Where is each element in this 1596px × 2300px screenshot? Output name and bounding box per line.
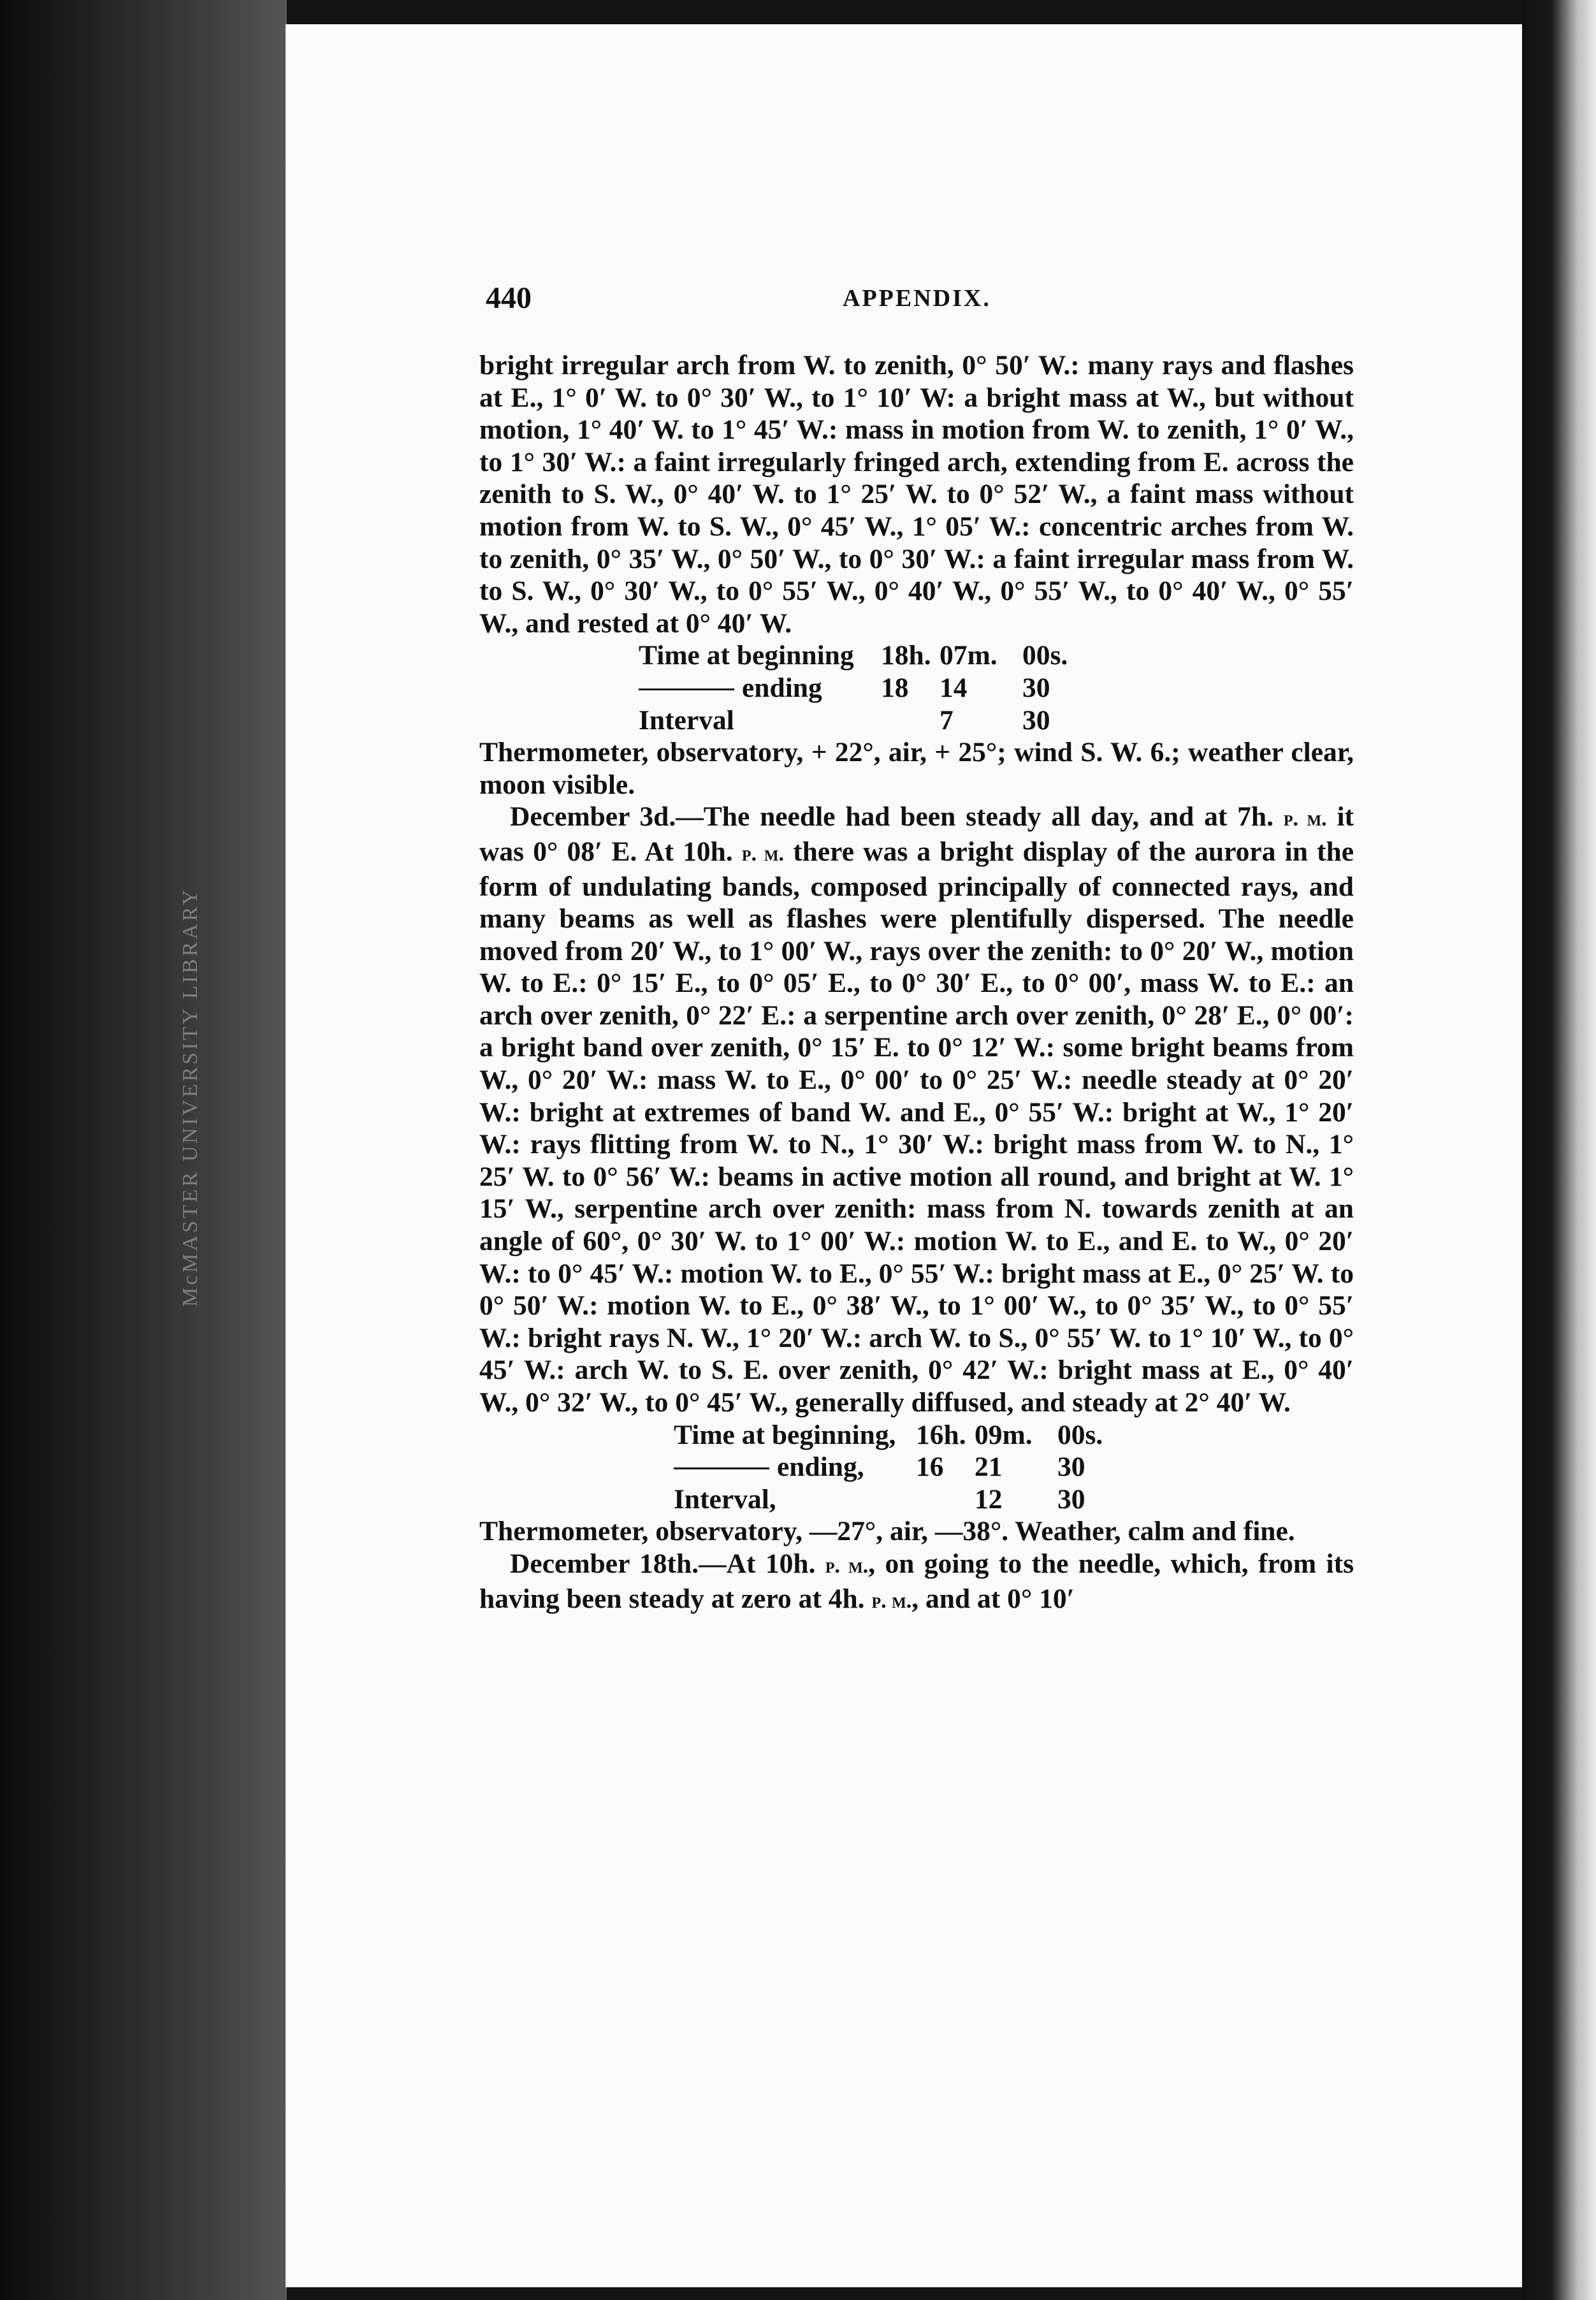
seconds-cell: 30 (1022, 704, 1050, 736)
time-table-2 (479, 1419, 1354, 1516)
row-label: Interval (639, 704, 734, 736)
page-number: 440 (486, 281, 532, 315)
minutes-cell: 21 (975, 1452, 1003, 1483)
seconds-cell: 00s. (1057, 1419, 1103, 1450)
minutes-cell: 14 (939, 672, 968, 703)
running-head: APPENDIX. (843, 285, 991, 312)
ditto-rule (639, 672, 734, 690)
hours-cell: 16h. (916, 1419, 966, 1450)
seconds-cell: 00s. (1022, 640, 1068, 671)
paragraph-aurora-continued: bright irregular arch from W. to zenith, 0° 50′ W.: many rays and flashes at E., 1° 0′ W. to 0° 30′ W., to 1° 10′ W: a bright mass at W., but without motion, 1° 40′ W. to 1° 45′ W.: mass in motion from W. to zenith, 1° 0′ W., to 1° 30′ W.: a faint irregularly fringed arch, extending from E. across the zenith to S. W., 0° 40′ W. to 1° 25′ W. to 0° 52′ W., a faint mass without motion from W. to S. W., 0° 45′ W., 1° 05′ W.: concentric arches from W. to zenith, 0° 35′ W., 0° 50′ W., to 0° 30′ W.: a faint irregular mass from W. to S. W., 0° 30′ W., to 0° 55′ W., 0° 40′ W., 0° 55′ W., to 0° 40′ W., 0° 55′ W., and rested at 0° 40′ W. (479, 350, 1354, 639)
seconds-cell: 30 (1057, 1483, 1085, 1515)
seconds-cell: 30 (1057, 1452, 1085, 1483)
paragraph-december-18th: December 18th.—At 10h. p. m., on going to the needle, which, from its having been steady at zero at 4h. p. m., and at 0° 10′ (479, 1548, 1354, 1614)
row-label: Time at beginning, (674, 1419, 896, 1450)
row-label: ending (742, 672, 822, 703)
minutes-cell: 7 (939, 704, 954, 736)
table-row (674, 1451, 1354, 1483)
minutes-cell: 07m. (939, 640, 998, 671)
paragraph-thermometer-1: Thermometer, observatory, + 22°, air, + 25°; wind S. W. 6.; weather clear, moon visible. (479, 737, 1354, 800)
minutes-cell: 09m. (975, 1419, 1033, 1450)
hours-cell: 16 (916, 1452, 944, 1483)
hours-cell: 18h. (881, 640, 931, 671)
hours-cell (916, 1483, 975, 1516)
table-row (674, 1483, 1354, 1516)
hours-cell: 18 (881, 672, 909, 703)
table-row (639, 672, 1354, 704)
paragraph-thermometer-2: Thermometer, observatory, —27°, air, —38°. Weather, calm and fine. (479, 1516, 1295, 1547)
paragraph-december-3d: December 3d.—The needle had been steady all day, and at 7h. p. m. it was 0° 08′ E. At 10h. p. m. there was a bright display of the aurora in the form of undulating bands, composed principally of connected rays, and many beams as well as flashes were plentifully dispersed. The needle moved from 20′ W., to 1° 00′ W., rays over the zenith: to 0° 20′ W., motion W. to E.: 0° 15′ E., to 0° 05′ E., to 0° 30′ E., to 0° 00′, mass W. to E.: an arch over zenith, 0° 22′ E.: a serpentine arch over zenith, 0° 28′ E., 0° 00′: a bright band over zenith, 0° 15′ E. to 0° 12′ W.: some bright beams from W., 0° 20′ W.: mass W. to E., 0° 00′ to 0° 25′ W.: needle steady at 0° 20′ W.: bright at extremes of band W. and E., 0° 55′ W.: bright at W., 1° 20′ W.: rays flitting from W. to N., 1° 30′ W.: bright mass from W. to N., 1° 25′ W. to 0° 56′ W.: beams in active motion all round, and bright at W. 1° 15′ W., serpentine arch over zenith: mass from N. towards zenith at an angle of 60°, 0° 30′ W. to 1° 00′ W.: motion W. to E., and E. to W., 0° 20′ W.: to 0° 45′ W.: motion W. to E., 0° 55′ W.: bright mass at E., 0° 25′ W. to 0° 50′ W.: motion W. to E., 0° 38′ W., to 1° 00′ W., to 0° 35′ W., to 0° 55′ W.: bright rays N. W., 1° 20′ W.: arch W. to S., 0° 55′ W. to 1° 10′ W., to 0° 45′ W.: arch W. to S. E. over zenith, 0° 42′ W.: bright mass at E., 0° 40′ W., 0° 32′ W., to 0° 45′ W., generally diffused, and steady at 2° 40′ W. (479, 801, 1354, 1418)
time-table-1 (479, 639, 1354, 736)
seconds-cell: 30 (1022, 672, 1050, 703)
ditto-rule (674, 1451, 769, 1469)
table-row (674, 1419, 1354, 1452)
row-label: ending, (777, 1452, 864, 1483)
table-row (639, 704, 1354, 737)
minutes-cell: 12 (975, 1483, 1003, 1515)
row-label: Time at beginning (639, 640, 854, 671)
hours-cell (881, 704, 939, 737)
page-body (479, 349, 1354, 1617)
row-label: Interval, (674, 1483, 776, 1515)
facing-page-edge (1522, 0, 1596, 2300)
page-header (486, 280, 1353, 319)
book-spine (0, 0, 287, 2300)
library-stamp: McMASTER UNIVERSITY LIBRARY (178, 887, 202, 1307)
table-row (639, 639, 1354, 672)
